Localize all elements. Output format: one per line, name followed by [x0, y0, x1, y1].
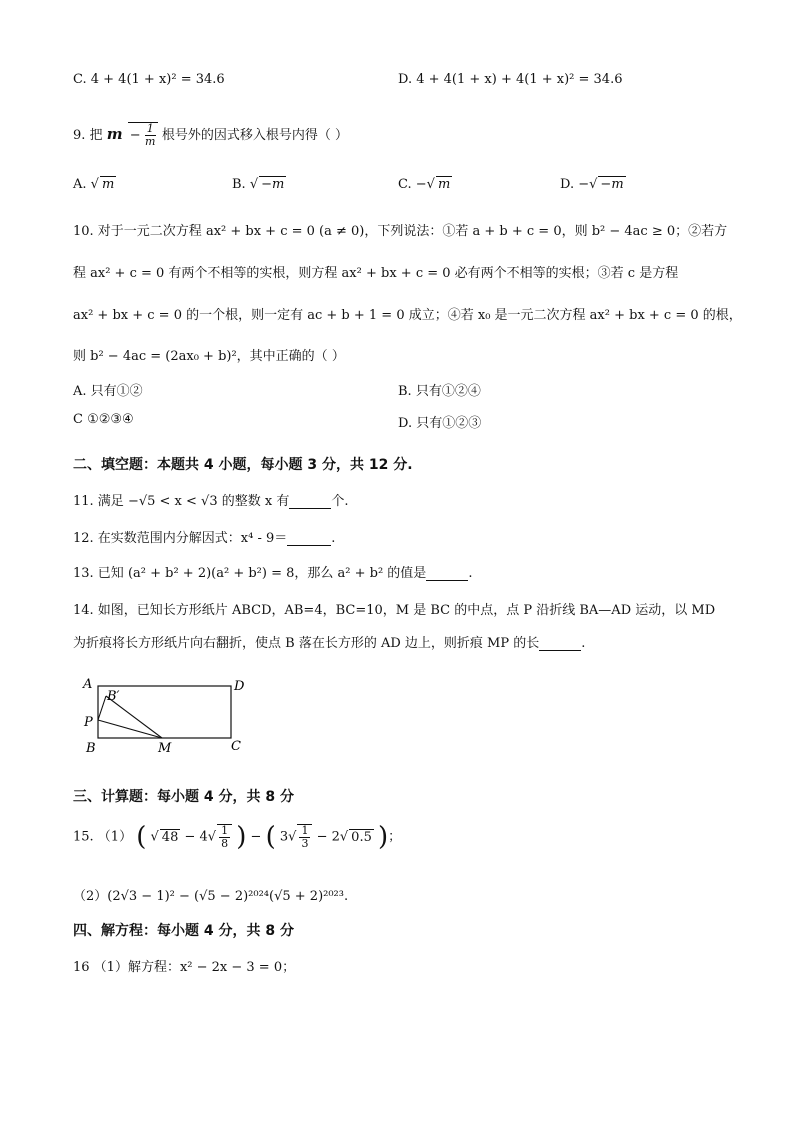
q16: 16 （1）解方程：x² − 2x − 3 = 0；	[73, 960, 296, 975]
q9-fraction: $\frac{1}{m}$	[145, 122, 156, 148]
label-d: D	[234, 679, 245, 694]
q12: 12. 在实数范围内分解因式：x⁴ - 9＝ .	[73, 531, 336, 546]
q9-var: m	[106, 125, 123, 143]
label-a: A	[83, 677, 93, 692]
fold-line-pb-prime	[98, 696, 106, 720]
q9-radical: − $\frac{1}{m}$	[128, 122, 158, 148]
q10-line-3: ax² + bx + c = 0 的一个根，则一定有 ac + b + 1 = 0 成立；④若 x₀ 是一元二次方程 ax² + bx + c = 0 的根，	[73, 308, 742, 323]
q14-blank	[539, 636, 581, 651]
q8-option-d: D. 4 + 4(1 + x) + 4(1 + x)² = 34.6	[398, 72, 623, 87]
q10-option-b: B. 只有①②④	[398, 384, 481, 399]
q14-line-1: 14. 如图，已知长方形纸片 ABCD，AB=4，BC=10，M 是 BC 的中点，点 P 沿折线 BA—AD 运动，以 MD	[73, 603, 716, 618]
q9-option-d: D. −√ −m	[560, 177, 624, 192]
q10-line-4: 则 b² − 4ac = (2ax₀ + b)²，其中正确的（ ）	[73, 349, 345, 364]
section-3-heading: 三、计算题：每小题 4 分，共 8 分	[73, 789, 294, 805]
q11-blank	[289, 494, 331, 509]
label-m: M	[158, 741, 172, 756]
q10-option-d: D. 只有①②③	[398, 416, 482, 431]
q10-option-a: A. 只有①②	[73, 384, 143, 399]
q11: 11. 满足 −√5 < x < √3 的整数 x 有 个.	[73, 494, 349, 509]
q9-prefix: 9. 把	[73, 128, 103, 143]
label-b-prime: B′	[107, 689, 120, 704]
q14-line-2: 为折痕将长方形纸片向右翻折，使点 B 落在长方形的 AD 边上，则折痕 MP 的长 .	[73, 636, 586, 651]
q13-blank	[426, 566, 468, 581]
label-c: C	[231, 739, 241, 754]
q14-figure	[80, 672, 260, 756]
q9-stem	[73, 122, 348, 148]
section-2-heading: 二、填空题：本题共 4 小题，每小题 3 分，共 12 分.	[73, 457, 413, 473]
q12-blank	[287, 531, 331, 546]
label-b: B	[86, 741, 96, 756]
q15-part-2: （2）(2√3 − 1)² − (√5 − 2)²⁰²⁴(√5 + 2)²⁰²³.	[73, 889, 349, 904]
q10-line-2: 程 ax² + c = 0 有两个不相等的实根，则方程 ax² + bx + c = 0 必有两个不相等的实根；③若 c 是方程	[73, 266, 679, 281]
q15-part-1: 15. （1） ( √ 48 − 4√ $\frac{1}{8}$ ) − ( 3√ $\frac{1}{3}$ − 2√ 0.5 )；	[73, 822, 402, 852]
q9-option-a: A. √ m	[73, 177, 115, 192]
q10-line-1: 10. 对于一元二次方程 ax² + bx + c = 0 (a ≠ 0)，下列说法：①若 a + b + c = 0，则 b² − 4ac ≥ 0；②若方	[73, 224, 728, 239]
q8-option-c: C. 4 + 4(1 + x)² = 34.6	[73, 72, 225, 87]
q9-suffix: 根号外的因式移入根号内得（ ）	[161, 128, 349, 143]
q10-option-c: C ①②③④	[73, 412, 134, 427]
q9-option-c: C. −√ m	[398, 177, 451, 192]
q9-option-b: B. √ −m	[232, 177, 285, 192]
label-p: P	[84, 715, 93, 730]
q13: 13. 已知 (a² + b² + 2)(a² + b²) = 8，那么 a² + b² 的值是 .	[73, 566, 473, 581]
section-4-heading: 四、解方程：每小题 4 分，共 8 分	[73, 923, 294, 939]
crease-pm	[98, 720, 162, 738]
